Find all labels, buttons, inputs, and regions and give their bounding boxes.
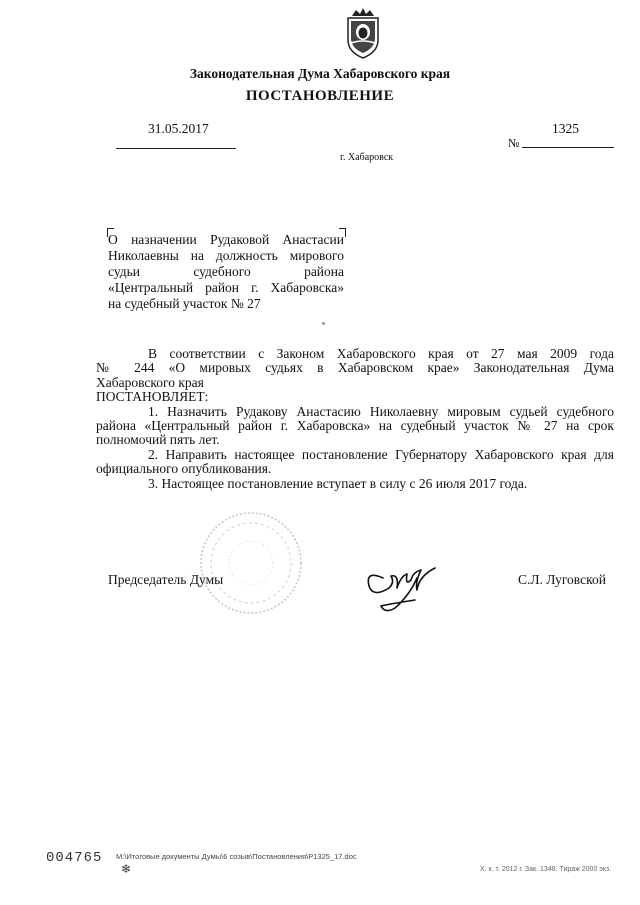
resolves-label: ПОСТАНОВЛЯЕТ: <box>96 389 209 405</box>
item-2-line: 2. Направить настоящее постановление Губернатору Хабаровского края для <box>148 446 614 462</box>
organization-name: Законодательная Дума Хабаровского края <box>189 66 451 81</box>
coat-of-arms-icon <box>340 6 386 60</box>
preamble-line: В соответствии с Законом Хабаровского края от 27 мая 2009 года <box>148 346 614 361</box>
scan-dot <box>322 322 325 325</box>
subject-line: Николаевны на должность мирового <box>108 248 344 263</box>
number-sign: № <box>508 136 520 150</box>
city: г. Хабаровск <box>340 152 394 163</box>
item-1-line: 1. Назначить Рудакову Анастасию Николаевну мировым судьей судебного <box>148 403 614 419</box>
document-date: 31.05.2017 <box>148 121 209 136</box>
subject-block <box>108 232 344 312</box>
print-info: Х. к. т. 2012 г. Зак. 1348. Тираж 2000 экз. <box>480 866 612 873</box>
preamble-line: № 244 «О мировых судьях в Хабаровском крае» Законодательная Дума <box>96 360 614 376</box>
signatory-position: Председатель Думы <box>108 572 224 587</box>
signatory-name: С.Л. Луговской <box>518 572 606 587</box>
preamble-line: Хабаровского края <box>96 374 204 390</box>
snowflake-icon: ❄ <box>121 862 132 876</box>
item-3-line: 3. Настоящее постановление вступает в силу с 26 июля 2017 года. <box>148 475 528 491</box>
registration-number: 004765 <box>46 850 103 866</box>
item-2-line: официального опубликования. <box>96 461 272 477</box>
document-type: ПОСТАНОВЛЕНИЕ <box>245 88 395 104</box>
item-1-line: района «Центральный район г. Хабаровска» на судебный участок № 27 на срок <box>96 418 614 434</box>
document-body <box>96 347 614 491</box>
subject-line: О назначении Рудаковой Анастасии <box>108 232 344 247</box>
official-stamp <box>196 508 306 618</box>
subject-line: «Центральный район г. Хабаровска» <box>108 280 344 295</box>
date-underline <box>116 148 236 149</box>
number-underline <box>522 147 614 148</box>
item-1-line: полномочий пять лет. <box>96 432 220 448</box>
handwritten-signature <box>355 556 445 616</box>
document-number: 1325 <box>552 121 579 136</box>
subject-line: судьи судебного района <box>108 264 344 279</box>
subject-line: на судебный участок № 27 <box>108 296 261 311</box>
file-path: М:\Итоговые документы Думы\6 созыв\Постановления\Р1325_17.doc <box>116 852 357 861</box>
